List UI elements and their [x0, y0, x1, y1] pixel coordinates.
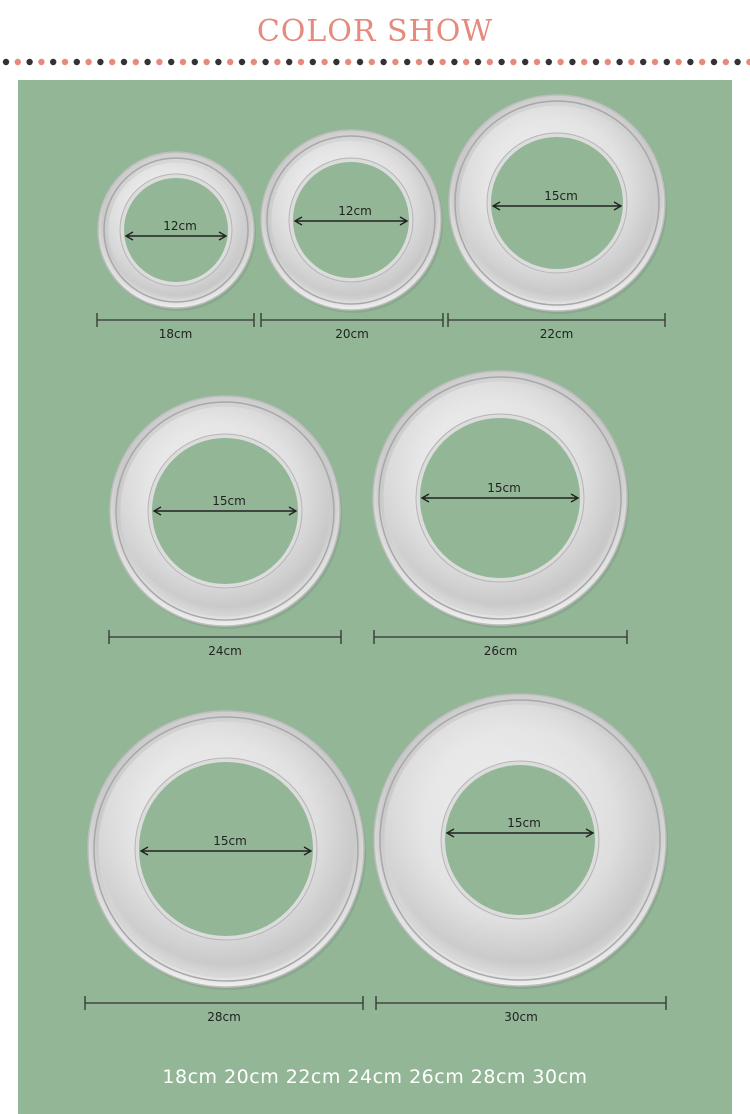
stove-ring-1 — [97, 152, 256, 341]
stove-ring-4 — [109, 396, 342, 658]
outer-size-label: 26cm — [483, 644, 518, 658]
stove-ring-2 — [261, 130, 443, 341]
stove-ring-5 — [373, 371, 629, 658]
outer-diameter-scale — [448, 313, 665, 327]
ring-hole — [293, 162, 409, 278]
outer-diameter-scale — [109, 630, 341, 644]
ring-hole — [139, 762, 313, 936]
stove-ring-7 — [374, 694, 668, 1024]
outer-diameter-scale — [85, 996, 363, 1010]
outer-size-label: 30cm — [504, 1010, 538, 1024]
outer-size-label: 20cm — [335, 327, 369, 341]
page-title: COLOR SHOW — [256, 14, 494, 49]
inner-size-label: 15cm — [213, 834, 247, 848]
outer-size-label: 28cm — [207, 1010, 241, 1024]
inner-size-label: 12cm — [338, 204, 372, 218]
inner-size-label: 12cm — [163, 219, 197, 233]
stove-ring-3 — [448, 95, 667, 341]
inner-size-label: 15cm — [487, 481, 521, 495]
size-caption: 18cm 20cm 22cm 24cm 26cm 28cm 30cm — [162, 1066, 588, 1088]
inner-size-label: 15cm — [212, 494, 246, 508]
outer-size-label: 24cm — [208, 644, 242, 658]
outer-size-label: 18cm — [158, 327, 193, 341]
ring-hole — [491, 137, 623, 269]
stove-ring-6 — [85, 711, 366, 1024]
outer-diameter-scale — [261, 313, 443, 327]
outer-diameter-scale — [374, 630, 627, 644]
outer-size-label: 22cm — [539, 327, 574, 341]
inner-size-label: 15cm — [544, 189, 578, 203]
inner-size-label: 15cm — [507, 816, 541, 830]
outer-diameter-scale — [97, 313, 254, 327]
ring-hole — [445, 765, 595, 915]
outer-diameter-scale — [376, 996, 666, 1010]
